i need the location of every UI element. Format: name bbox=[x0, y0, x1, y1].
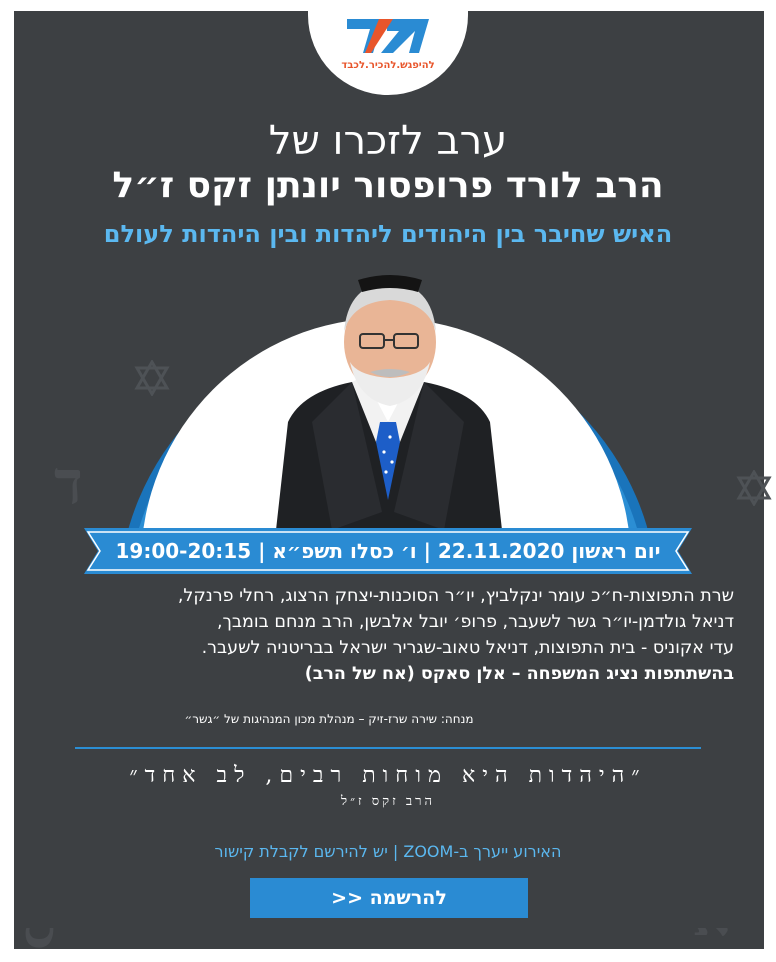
subtitle: האיש שחיבר בין היהודים ליהדות ובין היהדות לעולם bbox=[103, 220, 673, 248]
ghost-letter-dalet: ד bbox=[54, 448, 83, 518]
moderator-line: מנחה: שירה שרז-זיק – מנהלת מכון המנהיגות של ״גשר״ bbox=[184, 712, 474, 726]
zoom-info: האירוע ייערך ב-ZOOM | יש להירשם לקבלת קישור bbox=[214, 842, 562, 861]
title-line-1: ערב לזכרו של bbox=[268, 118, 508, 164]
family-representative-line: בהשתתפות נציג המשפחה – אלן סאקס (אח של הרב) bbox=[304, 664, 734, 684]
logo-tagline: להיפגש.להכיר.לכבד bbox=[341, 60, 435, 71]
star-of-david-icon bbox=[736, 470, 772, 506]
speakers-list bbox=[40, 583, 734, 687]
quote-author: הרב זקס ז״ל bbox=[340, 794, 435, 809]
divider bbox=[75, 747, 701, 749]
speakers-line: דניאל גולדמן-יו״ר גשר לשעבר, פרופ׳ יובל אלבשן, הרב מנחם בומבך, bbox=[216, 612, 734, 632]
speakers-line: עדי אקוניס - בית התפוצות, דניאל טאוב-שגריר ישראל בבריטניה לשעבר. bbox=[201, 638, 734, 658]
quote-text: ״היהדות היא מוחות רבים, לב אחד״ bbox=[129, 763, 647, 788]
register-button[interactable]: להרשמה << bbox=[250, 878, 528, 918]
gesher-logo-icon bbox=[343, 13, 433, 59]
star-of-david-icon bbox=[134, 360, 170, 396]
event-datetime: יום ראשון 22.11.2020 | ו׳ כסלו תשפ״א | 19:00-20:15 bbox=[115, 539, 661, 563]
title-line-2: הרב לורד פרופסור יונתן זקס ז״ל bbox=[112, 165, 664, 206]
speakers-line: שרת התפוצות-ח״כ עומר ינקלביץ, יו״ר הסוכנות-יצחק הרצוג, רחלי פרנקל, bbox=[177, 586, 734, 606]
portrait-photo bbox=[272, 272, 504, 530]
